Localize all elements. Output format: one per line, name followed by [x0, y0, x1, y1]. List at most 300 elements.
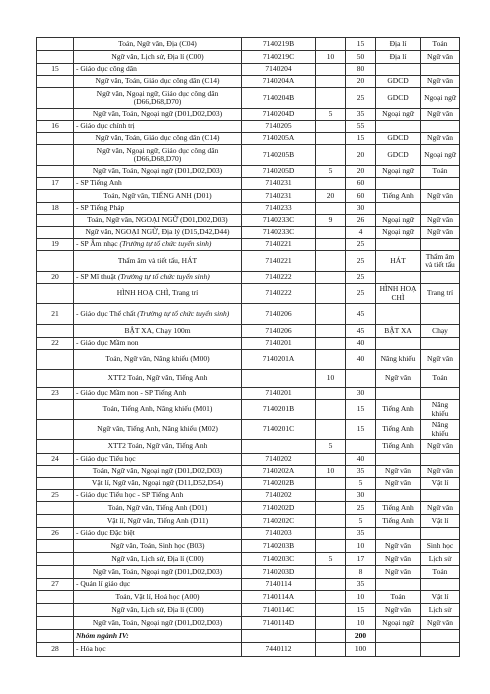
quota-a-cell	[316, 630, 346, 643]
table-row	[37, 591, 460, 604]
secondary-subject-text: Ngữ văn	[427, 51, 453, 61]
quota-a-cell	[316, 203, 346, 215]
quota-a-cell	[316, 440, 346, 454]
quota-a-cell	[316, 454, 346, 466]
major-code-cell	[242, 350, 316, 370]
quota-b-cell	[346, 133, 376, 145]
subject-name-text: Ngữ văn, Toán, Ngoại ngữ (D01,D02,D03)	[92, 566, 223, 576]
quota-a-cell	[316, 64, 346, 76]
secondary-subject-cell	[421, 76, 460, 88]
subject-name-cell	[74, 64, 242, 76]
major-code-cell	[242, 553, 316, 566]
subject-name-cell	[74, 515, 242, 528]
quota-b-cell	[346, 38, 376, 51]
quota-b-cell	[346, 76, 376, 88]
main-subject-cell	[376, 466, 421, 478]
table-row	[37, 38, 460, 51]
main-subject-cell	[376, 604, 421, 617]
quota-b-text: 80	[356, 64, 365, 74]
subject-name-cell	[74, 227, 242, 239]
quota-a-cell	[316, 251, 346, 272]
quota-b-cell	[346, 304, 376, 325]
main-subject-cell	[376, 178, 421, 190]
quota-b-text: 10	[356, 617, 365, 627]
row-number-text: 25	[51, 490, 59, 500]
row-number-cell	[37, 239, 74, 251]
quota-a-text: 5	[328, 166, 333, 176]
table-row	[37, 109, 460, 121]
main-subject-text: Ngữ văn	[385, 553, 411, 563]
secondary-subject-cell	[421, 388, 460, 400]
secondary-subject-text: Ngoại ngữ	[424, 92, 456, 102]
quota-b-cell	[346, 478, 376, 490]
subject-name-text: HÌNH HOẠ CHÌ, Trang trí	[116, 288, 199, 298]
major-code-cell	[242, 502, 316, 515]
secondary-subject-cell	[421, 251, 460, 272]
quota-b-cell	[346, 643, 376, 657]
row-number-cell	[37, 133, 74, 145]
row-number-text: 23	[51, 388, 59, 398]
major-code-cell	[242, 466, 316, 478]
quota-a-cell	[316, 643, 346, 657]
subject-name-text: BẬT XA, Chạy 100m	[124, 325, 191, 335]
subject-name-cell	[74, 350, 242, 370]
major-code-text: 7140202C	[262, 515, 295, 525]
subject-name-text: Toán, Ngữ văn, Tiếng Anh (D01)	[107, 502, 208, 512]
major-code-cell	[242, 251, 316, 272]
major-code-cell	[242, 420, 316, 440]
main-subject-cell	[376, 227, 421, 239]
main-subject-text: Ngoại ngữ	[382, 617, 414, 627]
quota-b-text: 100	[354, 644, 367, 654]
major-code-cell	[242, 454, 316, 466]
main-subject-text: Năng khiếu	[380, 354, 416, 364]
secondary-subject-text: Ngữ văn	[427, 109, 453, 119]
subject-name-cell	[74, 38, 242, 51]
main-subject-cell	[376, 370, 421, 388]
quota-a-text: 5	[328, 109, 333, 119]
subject-name-text: Toán, Ngữ văn, Năng khiếu (M00)	[105, 354, 210, 364]
row-number-cell	[37, 325, 74, 338]
table-row	[37, 466, 460, 478]
major-code-cell	[242, 64, 316, 76]
row-number-cell	[37, 454, 74, 466]
main-subject-cell	[376, 133, 421, 145]
row-number-cell	[37, 38, 74, 51]
quota-b-text: 30	[356, 490, 365, 500]
quota-b-cell	[346, 227, 376, 239]
secondary-subject-text: Lịch sử	[428, 553, 452, 563]
row-number-cell	[37, 490, 74, 502]
main-subject-cell	[376, 540, 421, 553]
secondary-subject-cell	[421, 566, 460, 579]
row-number-cell	[37, 76, 74, 88]
row-number-cell	[37, 528, 74, 540]
main-subject-cell	[376, 478, 421, 490]
table-group-row	[37, 388, 460, 400]
main-subject-text: Địa lí	[389, 51, 407, 61]
subject-name-text: - Giáo dục Mầm non - SP Tiếng Anh	[76, 388, 187, 398]
quota-b-text: 30	[356, 388, 365, 398]
main-subject-cell	[376, 203, 421, 215]
main-subject-text: GDCD	[387, 92, 409, 102]
major-code-text: 7140222	[265, 272, 292, 282]
main-subject-cell	[376, 145, 421, 166]
major-code-text: 7140205A	[262, 133, 295, 143]
subject-name-text: Ngữ văn, Toán, Giáo dục công dân (C14)	[95, 133, 220, 143]
main-subject-text: Ngữ văn	[385, 566, 411, 576]
main-subject-cell	[376, 617, 421, 630]
subject-name-text: - Giáo dục công dân	[76, 64, 137, 74]
row-number-cell	[37, 502, 74, 515]
secondary-subject-text: Vật lí	[431, 478, 449, 488]
main-subject-cell	[376, 490, 421, 502]
secondary-subject-cell	[421, 400, 460, 420]
row-number-text: 22	[51, 338, 59, 348]
subject-name-cell	[74, 478, 242, 490]
major-code-cell	[242, 166, 316, 178]
major-code-text: 7140114A	[262, 591, 295, 601]
table-row	[37, 502, 460, 515]
secondary-subject-cell	[421, 540, 460, 553]
main-subject-text: Ngữ văn	[385, 373, 411, 383]
secondary-subject-text: Ngữ văn	[427, 190, 453, 200]
quota-a-cell	[316, 109, 346, 121]
secondary-subject-cell	[421, 440, 460, 454]
main-subject-text: Tiếng Anh	[382, 424, 414, 434]
table-row	[37, 88, 460, 109]
row-number-cell	[37, 591, 74, 604]
subject-name-cell	[74, 304, 242, 325]
secondary-subject-cell	[421, 454, 460, 466]
quota-b-text: 50	[356, 51, 365, 61]
secondary-subject-text: Ngữ văn	[427, 617, 453, 627]
subject-name-text: Ngữ văn, Ngoại ngữ, Giáo dục công dân (D66,D68,D70)	[96, 145, 219, 163]
quota-b-cell	[346, 251, 376, 272]
quota-b-text: 40	[356, 454, 365, 464]
table-row	[37, 440, 460, 454]
subject-name-cell	[74, 490, 242, 502]
row-number-cell	[37, 284, 74, 304]
table-row	[37, 51, 460, 64]
quota-b-cell	[346, 566, 376, 579]
quota-b-text: 4	[358, 227, 363, 237]
secondary-subject-text: Vật lí	[431, 515, 449, 525]
major-code-cell	[242, 76, 316, 88]
table-body	[37, 38, 460, 657]
subject-name-text: Nhóm ngành IV:	[76, 630, 129, 640]
quota-b-text: 25	[356, 272, 365, 282]
quota-b-cell	[346, 145, 376, 166]
main-subject-text: Tiếng Anh	[382, 190, 414, 200]
subject-name-text: Toán, Vật lí, Hoá học (A00)	[115, 591, 200, 601]
quota-b-cell	[346, 51, 376, 64]
major-code-cell	[242, 478, 316, 490]
major-code-cell	[242, 579, 316, 591]
subject-name-cell	[74, 553, 242, 566]
major-code-cell	[242, 528, 316, 540]
subject-name-cell	[74, 591, 242, 604]
secondary-subject-cell	[421, 420, 460, 440]
row-number-text: 18	[51, 203, 59, 213]
table-row	[37, 370, 460, 388]
quota-b-cell	[346, 215, 376, 227]
main-subject-cell	[376, 239, 421, 251]
secondary-subject-cell	[421, 370, 460, 388]
subject-name-text: - Giáo dục chính trị	[76, 121, 135, 131]
quota-b-text: 25	[356, 92, 365, 102]
main-subject-cell	[376, 38, 421, 51]
main-subject-cell	[376, 502, 421, 515]
row-number-cell	[37, 350, 74, 370]
secondary-subject-text: Thẩm âm và tiết tấu	[425, 251, 455, 269]
table-row	[37, 515, 460, 528]
major-code-text: 7140201C	[262, 424, 295, 434]
secondary-subject-text: Chạy	[432, 325, 448, 335]
row-number-cell	[37, 51, 74, 64]
quota-a-cell	[316, 190, 346, 203]
main-subject-cell	[376, 338, 421, 350]
major-code-cell	[242, 515, 316, 528]
secondary-subject-cell	[421, 515, 460, 528]
major-code-cell	[242, 109, 316, 121]
row-number-cell	[37, 338, 74, 350]
table-row	[37, 420, 460, 440]
quota-b-cell	[346, 604, 376, 617]
quota-b-cell	[346, 388, 376, 400]
subject-name-text: Ngữ văn, Lịch sử, Địa lí (C00)	[111, 51, 204, 61]
quota-b-text: 55	[356, 121, 365, 131]
quota-b-text: 60	[356, 178, 365, 188]
subject-name-cell	[74, 51, 242, 64]
table-row	[37, 350, 460, 370]
main-subject-text: Tiếng Anh	[382, 404, 414, 414]
subject-name-cell	[74, 440, 242, 454]
major-code-cell	[242, 370, 316, 388]
quota-b-text: 40	[356, 338, 365, 348]
major-code-cell	[242, 617, 316, 630]
quota-b-cell	[346, 630, 376, 643]
major-code-text: 7140202B	[262, 478, 295, 488]
row-number-cell	[37, 440, 74, 454]
subject-name-text: - Giáo dục Đặc biệt	[76, 528, 135, 538]
secondary-subject-cell	[421, 51, 460, 64]
subject-name-text: Ngữ văn, Toán, Giáo dục công dân (C14)	[95, 76, 220, 86]
major-code-cell	[242, 490, 316, 502]
row-number-cell	[37, 272, 74, 284]
table-group-row	[37, 203, 460, 215]
main-subject-text: Ngữ văn	[385, 466, 411, 476]
row-number-cell	[37, 370, 74, 388]
secondary-subject-cell	[421, 338, 460, 350]
table-row	[37, 325, 460, 338]
admission-note-text: (Trường tự tổ chức tuyển sinh)	[119, 239, 212, 249]
row-number-text: 28	[51, 644, 59, 654]
main-subject-text: Ngoại ngữ	[382, 215, 414, 225]
major-code-text: 7140201A	[262, 354, 295, 364]
row-number-cell	[37, 109, 74, 121]
quota-b-text: 35	[356, 109, 365, 119]
major-code-text: 7140206	[265, 325, 292, 335]
secondary-subject-text: Ngữ văn	[427, 215, 453, 225]
quota-b-text: 20	[356, 149, 365, 159]
subject-name-text: Ngữ văn, Toán, Sinh học (B03)	[110, 540, 205, 550]
subject-name-cell	[74, 284, 242, 304]
subject-name-text: - SP Tiếng Anh	[76, 178, 122, 188]
major-code-text: 7140201B	[262, 404, 295, 414]
table-subtotal-row	[37, 630, 460, 643]
row-number-cell	[37, 617, 74, 630]
table-group-row	[37, 239, 460, 251]
quota-a-text: 9	[328, 215, 333, 225]
subject-name-cell	[74, 109, 242, 121]
subject-name-cell	[74, 338, 242, 350]
table-group-row	[37, 304, 460, 325]
major-code-text: 7140205D	[262, 166, 295, 176]
main-subject-cell	[376, 251, 421, 272]
row-number-cell	[37, 203, 74, 215]
main-subject-text: GDCD	[387, 133, 409, 143]
quota-b-cell	[346, 553, 376, 566]
subject-name-cell	[74, 400, 242, 420]
major-code-text: 7140205	[265, 121, 292, 131]
table-group-row	[37, 454, 460, 466]
secondary-subject-cell	[421, 178, 460, 190]
main-subject-text: Ngữ văn	[385, 478, 411, 488]
quota-a-cell	[316, 388, 346, 400]
subject-name-cell	[74, 251, 242, 272]
table-group-row	[37, 178, 460, 190]
table-row	[37, 478, 460, 490]
major-code-text: 7140202A	[262, 466, 295, 476]
secondary-subject-text: Ngữ văn	[427, 466, 453, 476]
row-number-text: 19	[51, 239, 59, 249]
secondary-subject-cell	[421, 239, 460, 251]
quota-a-cell	[316, 490, 346, 502]
major-code-cell	[242, 440, 316, 454]
subject-name-text: XTT2 Toán, Ngữ văn, Tiếng Anh	[107, 373, 208, 383]
row-number-cell	[37, 304, 74, 325]
admission-note-text: (Trường tự tổ chức tuyển sinh)	[117, 272, 210, 282]
subject-name-cell	[74, 190, 242, 203]
secondary-subject-cell	[421, 227, 460, 239]
major-code-cell	[242, 38, 316, 51]
subject-name-cell	[74, 643, 242, 657]
major-code-cell	[242, 643, 316, 657]
row-number-text: 16	[51, 121, 59, 131]
quota-b-cell	[346, 338, 376, 350]
quota-a-cell	[316, 370, 346, 388]
quota-a-cell	[316, 466, 346, 478]
main-subject-text: HÌNH HOẠ CHÌ	[379, 284, 417, 302]
table-group-row	[37, 490, 460, 502]
secondary-subject-cell	[421, 304, 460, 325]
major-code-text: 7140114C	[263, 604, 294, 614]
subject-name-cell	[74, 239, 242, 251]
quota-a-cell	[316, 566, 346, 579]
major-code-text: 7140219C	[262, 51, 295, 61]
major-code-text: 7140203C	[262, 553, 295, 563]
main-subject-cell	[376, 388, 421, 400]
main-subject-text: Tiếng Anh	[382, 441, 414, 451]
subject-name-text: Toán, Ngữ văn, Ngoại ngữ (D01,D02,D03)	[92, 466, 223, 476]
quota-a-cell	[316, 121, 346, 133]
subject-name-cell	[74, 325, 242, 338]
secondary-subject-cell	[421, 478, 460, 490]
subject-name-text: Ngữ văn, Lịch sử, Địa lí (C00)	[111, 604, 204, 614]
secondary-subject-cell	[421, 109, 460, 121]
subject-name-cell	[74, 630, 242, 643]
main-subject-cell	[376, 109, 421, 121]
table-row	[37, 215, 460, 227]
secondary-subject-text: Vật lí	[431, 591, 449, 601]
main-subject-cell	[376, 121, 421, 133]
major-code-cell	[242, 227, 316, 239]
major-code-cell	[242, 133, 316, 145]
quota-b-text: 15	[356, 404, 365, 414]
subject-name-cell	[74, 272, 242, 284]
quota-a-cell	[316, 325, 346, 338]
quota-b-cell	[346, 591, 376, 604]
table-group-row	[37, 121, 460, 133]
subject-name-cell	[74, 215, 242, 227]
subject-name-text: Toán, Tiếng Anh, Năng khiếu (M01)	[102, 404, 213, 414]
subject-name-text: Ngữ văn, Toán, Ngoại ngữ (D01,D02,D03)	[92, 617, 223, 627]
quota-b-cell	[346, 420, 376, 440]
row-number-text: 17	[51, 178, 59, 188]
row-number-cell	[37, 178, 74, 190]
row-number-cell	[37, 553, 74, 566]
main-subject-cell	[376, 190, 421, 203]
quota-a-cell	[316, 400, 346, 420]
quota-b-cell	[346, 454, 376, 466]
main-subject-cell	[376, 215, 421, 227]
subject-name-cell	[74, 88, 242, 109]
table-row	[37, 604, 460, 617]
quota-a-cell	[316, 51, 346, 64]
quota-b-text: 45	[356, 325, 365, 335]
table-group-row	[37, 338, 460, 350]
quota-b-text: 30	[356, 203, 365, 213]
quota-a-cell	[316, 502, 346, 515]
subject-name-text: - Giáo dục Tiểu học - SP Tiếng Anh	[76, 490, 184, 500]
subject-name-cell	[74, 420, 242, 440]
subject-name-text: Ngữ văn, Toán, Ngoại ngữ (D01,D02,D03)	[92, 166, 223, 176]
quota-a-cell	[316, 227, 346, 239]
secondary-subject-text: Sinh học	[426, 540, 454, 550]
secondary-subject-cell	[421, 133, 460, 145]
major-code-cell	[242, 145, 316, 166]
table-row	[37, 145, 460, 166]
major-code-cell	[242, 540, 316, 553]
quota-b-text: 200	[354, 630, 367, 640]
quota-b-text: 25	[356, 239, 365, 249]
major-code-cell	[242, 190, 316, 203]
quota-b-text: 10	[356, 540, 365, 550]
secondary-subject-cell	[421, 630, 460, 643]
main-subject-cell	[376, 591, 421, 604]
main-subject-text: Ngoại ngữ	[382, 166, 414, 176]
secondary-subject-text: Toán	[432, 566, 448, 576]
major-code-text: 7140201	[265, 338, 292, 348]
major-code-cell	[242, 121, 316, 133]
subject-name-cell	[74, 579, 242, 591]
quota-b-text: 5	[358, 515, 363, 525]
table-row	[37, 227, 460, 239]
row-number-cell	[37, 190, 74, 203]
subject-name-text: - Quản lí giáo dục	[76, 579, 131, 589]
main-subject-text: Ngữ văn	[385, 604, 411, 614]
